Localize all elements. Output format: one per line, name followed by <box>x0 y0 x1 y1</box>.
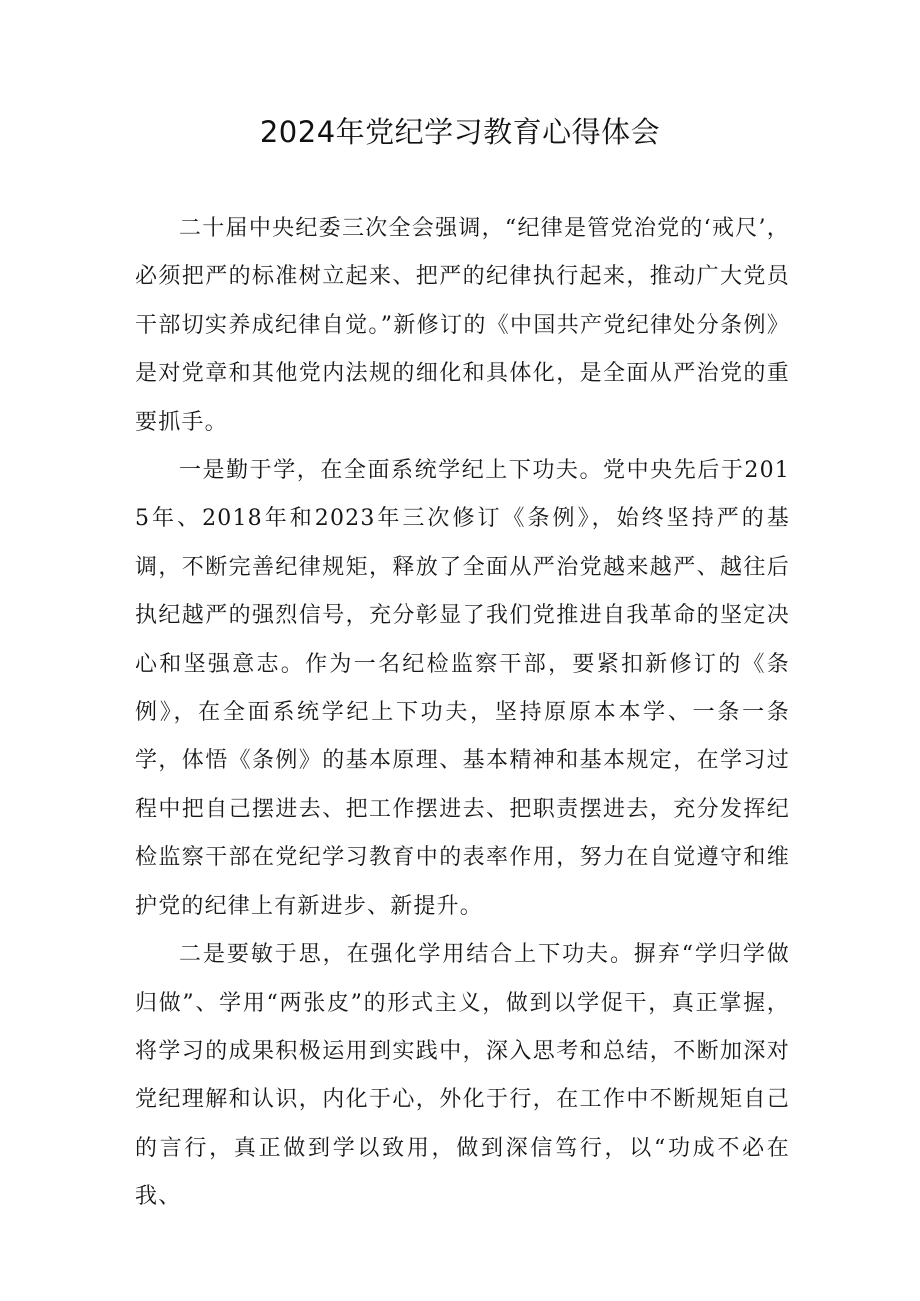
paragraph-intro: 二十届中央纪委三次全会强调，“纪律是管党治党的‘戒尺’，必须把严的标准树立起来、把严的纪律执行起来，推动广大党员干部切实养成纪律自觉。”新修订的《中国共产党纪律处分条例》是对党章和其他党内法规的细化和具体化，是全面从严治党的重要抓手。 <box>135 216 790 435</box>
paragraph-point-two: 二是要敏于思，在强化学用结合上下功夫。摒弃“学归学做归做”、学用“两张皮”的形式主义，做到以学促干，真正掌握，将学习的成果积极运用到实践中，深入思考和总结，不断加深对党纪理解和认识，内化于心，外化于行，在工作中不断规矩自己的言行，真正做到学以致用，做到深信笃行，以“功成不必在我、 <box>135 942 790 1210</box>
document-body <box>135 205 790 1222</box>
document-title: 2024年党纪学习教育心得体会 <box>259 115 661 149</box>
paragraph-point-one: 一是勤于学，在全面系统学纪上下功夫。党中央先后于2015年、2018年和2023年三次修订《条例》，始终坚持严的基调，不断完善纪律规矩，释放了全面从严治党越来越严、越往后执纪越严的强烈信号，充分彰显了我们党推进自我革命的坚定决心和坚强意志。作为一名纪检监察干部，要紧扣新修订的《条例》，在全面系统学纪上下功夫，坚持原原本本学、一条一条学，体悟《条例》的基本原理、基本精神和基本规定，在学习过程中把自己摆进去、把工作摆进去、把职责摆进去，充分发挥纪检监察干部在党纪学习教育中的表率作用，努力在自觉遵守和维护党的纪律上有新进步、新提升。 <box>135 458 790 919</box>
